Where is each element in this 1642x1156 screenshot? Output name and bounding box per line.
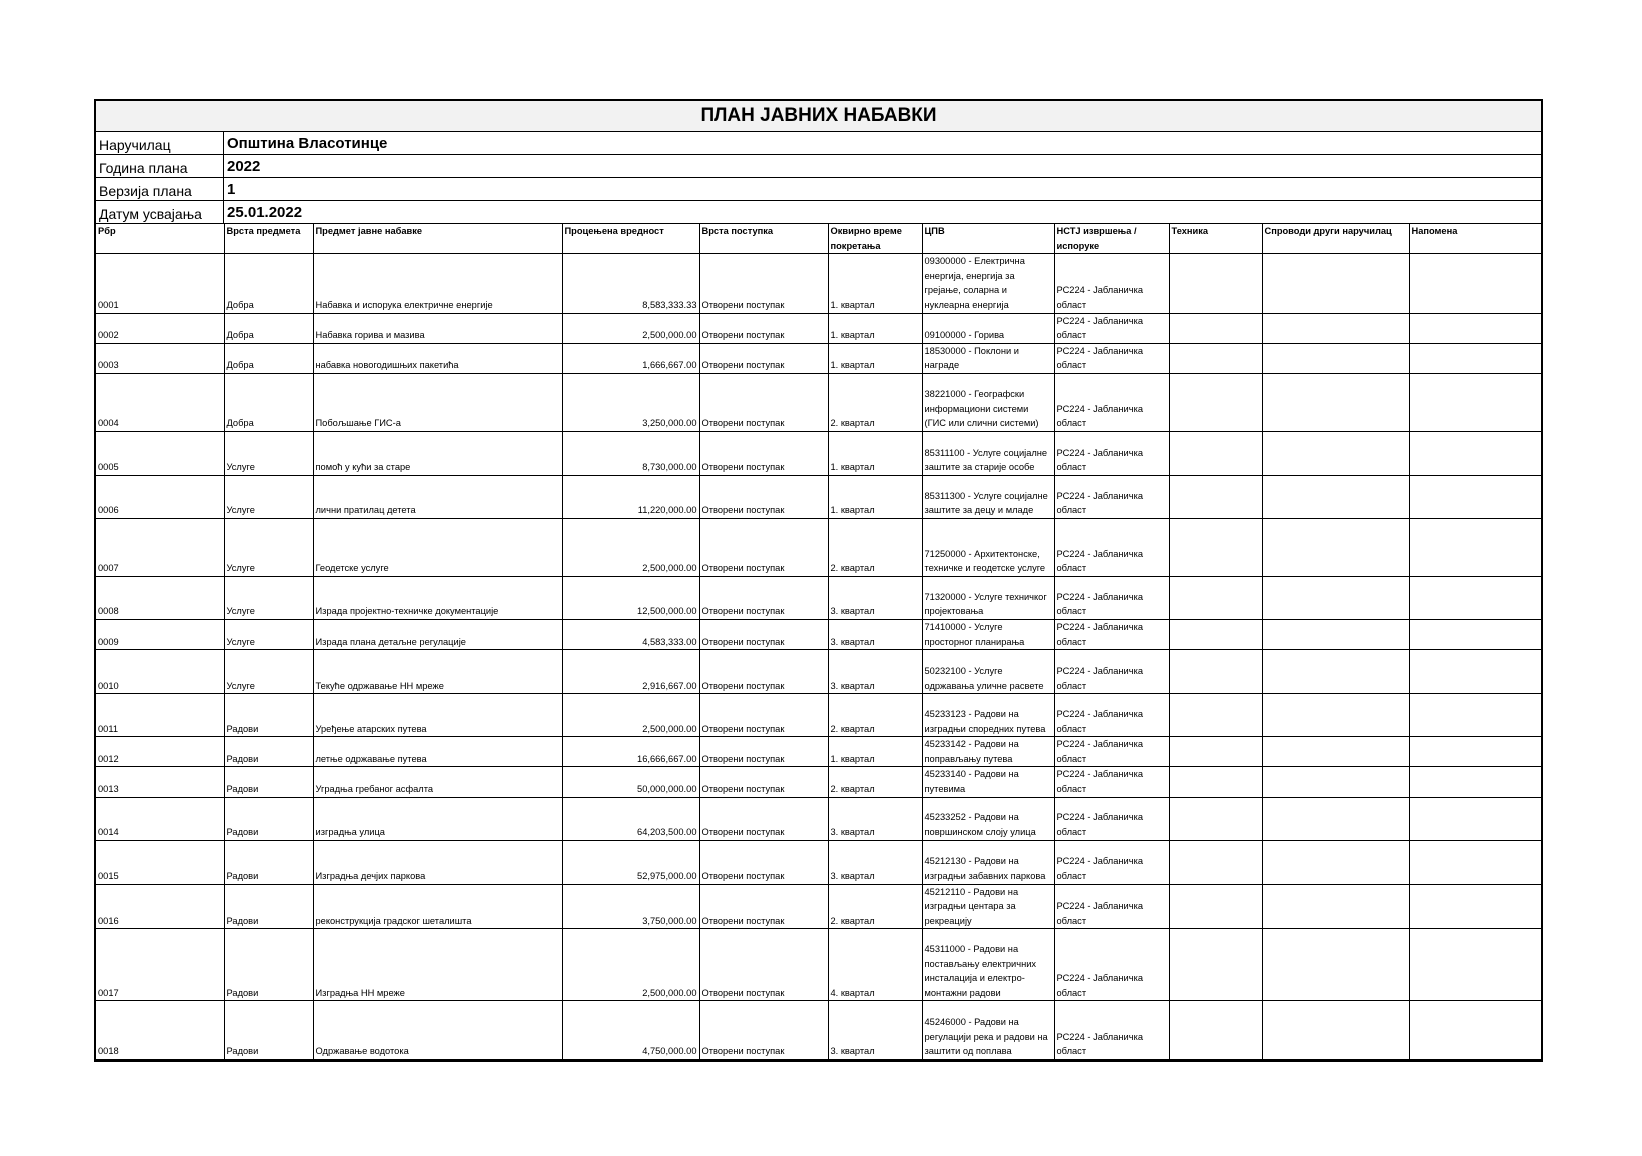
table-row bbox=[96, 576, 1541, 619]
cell-time: 3. квартал bbox=[828, 840, 922, 884]
cell-procedure: Отворени поступак bbox=[699, 797, 828, 840]
cell-nstj: РС224 - Јабланичка област bbox=[1054, 475, 1169, 518]
cell-rbr: 0002 bbox=[96, 313, 224, 343]
cell-procedure: Отворени поступак bbox=[699, 650, 828, 694]
cell-type: Услуге bbox=[224, 518, 313, 576]
cell-technique bbox=[1169, 619, 1262, 649]
procurement-table bbox=[96, 224, 1541, 1059]
cell-procedure: Отворени поступак bbox=[699, 373, 828, 431]
table-row bbox=[96, 1001, 1541, 1059]
cell-value: 2,500,000.00 bbox=[562, 313, 699, 343]
cell-rbr: 0016 bbox=[96, 884, 224, 929]
cell-technique bbox=[1169, 373, 1262, 431]
cell-other-buyer bbox=[1262, 929, 1409, 1001]
meta-row bbox=[96, 132, 1541, 155]
cell-value: 64,203,500.00 bbox=[562, 797, 699, 840]
cell-cpv: 38221000 - Географски информациони системи (ГИС или слични системи) bbox=[922, 373, 1054, 431]
column-header: Спроводи други наручилац bbox=[1262, 224, 1409, 254]
cell-technique bbox=[1169, 650, 1262, 694]
cell-value: 2,500,000.00 bbox=[562, 694, 699, 737]
cell-time: 2. квартал bbox=[828, 884, 922, 929]
cell-time: 3. квартал bbox=[828, 576, 922, 619]
meta-row bbox=[96, 201, 1541, 224]
cell-other-buyer bbox=[1262, 475, 1409, 518]
cell-procedure: Отворени поступак bbox=[699, 313, 828, 343]
table-row bbox=[96, 518, 1541, 576]
cell-cpv: 71250000 - Архитектонске, техничке и геодетске услуге bbox=[922, 518, 1054, 576]
cell-technique bbox=[1169, 576, 1262, 619]
table-header-row bbox=[96, 224, 1541, 254]
cell-time: 3. квартал bbox=[828, 650, 922, 694]
cell-procedure: Отворени поступак bbox=[699, 343, 828, 373]
cell-nstj: РС224 - Јабланичка област bbox=[1054, 929, 1169, 1001]
cell-rbr: 0013 bbox=[96, 767, 224, 797]
cell-other-buyer bbox=[1262, 254, 1409, 313]
cell-subject: Одржавање водотока bbox=[313, 1001, 562, 1059]
cell-note bbox=[1409, 576, 1541, 619]
cell-type: Услуге bbox=[224, 650, 313, 694]
column-header: Процењена вредност bbox=[562, 224, 699, 254]
meta-value: 2022 bbox=[227, 158, 261, 175]
cell-note bbox=[1409, 797, 1541, 840]
cell-note bbox=[1409, 475, 1541, 518]
cell-time: 1. квартал bbox=[828, 737, 922, 767]
cell-rbr: 0012 bbox=[96, 737, 224, 767]
cell-rbr: 0004 bbox=[96, 373, 224, 431]
cell-subject: Уређење атарских путева bbox=[313, 694, 562, 737]
cell-procedure: Отворени поступак bbox=[699, 767, 828, 797]
cell-cpv: 09300000 - Електрична енергија, енергија за грејање, соларна и нуклеарна енергија bbox=[922, 254, 1054, 313]
cell-rbr: 0003 bbox=[96, 343, 224, 373]
column-header: Предмет јавне набавке bbox=[313, 224, 562, 254]
cell-rbr: 0001 bbox=[96, 254, 224, 313]
meta-row bbox=[96, 155, 1541, 178]
cell-cpv: 71410000 - Услуге просторног планирања bbox=[922, 619, 1054, 649]
cell-other-buyer bbox=[1262, 518, 1409, 576]
cell-type: Услуге bbox=[224, 431, 313, 475]
cell-nstj: РС224 - Јабланичка област bbox=[1054, 431, 1169, 475]
cell-procedure: Отворени поступак bbox=[699, 518, 828, 576]
cell-subject: помоћ у кући за старе bbox=[313, 431, 562, 475]
table-row bbox=[96, 694, 1541, 737]
cell-technique bbox=[1169, 694, 1262, 737]
cell-time: 2. квартал bbox=[828, 518, 922, 576]
cell-time: 3. квартал bbox=[828, 797, 922, 840]
cell-technique bbox=[1169, 518, 1262, 576]
cell-technique bbox=[1169, 1001, 1262, 1059]
cell-time: 4. квартал bbox=[828, 929, 922, 1001]
cell-technique bbox=[1169, 929, 1262, 1001]
cell-cpv: 85311100 - Услуге социјалне заштите за старије особе bbox=[922, 431, 1054, 475]
cell-technique bbox=[1169, 737, 1262, 767]
column-header: Врста предмета bbox=[224, 224, 313, 254]
cell-note bbox=[1409, 650, 1541, 694]
cell-procedure: Отворени поступак bbox=[699, 840, 828, 884]
meta-row bbox=[96, 178, 1541, 201]
cell-procedure: Отворени поступак bbox=[699, 929, 828, 1001]
table-row bbox=[96, 373, 1541, 431]
cell-other-buyer bbox=[1262, 431, 1409, 475]
cell-note bbox=[1409, 431, 1541, 475]
meta-value: 1 bbox=[227, 181, 236, 198]
cell-procedure: Отворени поступак bbox=[699, 1001, 828, 1059]
cell-note bbox=[1409, 518, 1541, 576]
cell-nstj: РС224 - Јабланичка област bbox=[1054, 518, 1169, 576]
table-row bbox=[96, 797, 1541, 840]
cell-value: 12,500,000.00 bbox=[562, 576, 699, 619]
table-row bbox=[96, 431, 1541, 475]
cell-time: 1. квартал bbox=[828, 431, 922, 475]
cell-note bbox=[1409, 373, 1541, 431]
cell-subject: Геодетске услуге bbox=[313, 518, 562, 576]
cell-value: 1,666,667.00 bbox=[562, 343, 699, 373]
cell-rbr: 0005 bbox=[96, 431, 224, 475]
cell-time: 2. квартал bbox=[828, 767, 922, 797]
cell-nstj: РС224 - Јабланичка област bbox=[1054, 694, 1169, 737]
cell-rbr: 0007 bbox=[96, 518, 224, 576]
cell-nstj: РС224 - Јабланичка област bbox=[1054, 373, 1169, 431]
cell-nstj: РС224 - Јабланичка област bbox=[1054, 737, 1169, 767]
cell-cpv: 45233123 - Радови на изградњи споредних путева bbox=[922, 694, 1054, 737]
cell-cpv: 71320000 - Услуге техничког пројектовања bbox=[922, 576, 1054, 619]
cell-type: Добра bbox=[224, 343, 313, 373]
cell-rbr: 0011 bbox=[96, 694, 224, 737]
cell-type: Радови bbox=[224, 694, 313, 737]
cell-value: 3,250,000.00 bbox=[562, 373, 699, 431]
cell-cpv: 45233252 - Радови на површинском слоју улица bbox=[922, 797, 1054, 840]
page-title: ПЛАН ЈАВНИХ НАБАВКИ bbox=[96, 101, 1541, 132]
cell-subject: Побољшање ГИС-а bbox=[313, 373, 562, 431]
cell-time: 1. квартал bbox=[828, 475, 922, 518]
cell-value: 4,750,000.00 bbox=[562, 1001, 699, 1059]
cell-value: 2,500,000.00 bbox=[562, 518, 699, 576]
cell-time: 2. квартал bbox=[828, 373, 922, 431]
column-header: Напомена bbox=[1409, 224, 1541, 254]
cell-nstj: РС224 - Јабланичка област bbox=[1054, 254, 1169, 313]
column-header: ЦПВ bbox=[922, 224, 1054, 254]
cell-note bbox=[1409, 343, 1541, 373]
table-row bbox=[96, 929, 1541, 1001]
table-row bbox=[96, 254, 1541, 313]
cell-subject: Изградња дечјих паркова bbox=[313, 840, 562, 884]
column-header: Оквирно време покретања bbox=[828, 224, 922, 254]
meta-label: Верзија плана bbox=[96, 178, 224, 200]
meta-value: 25.01.2022 bbox=[227, 204, 303, 221]
cell-type: Услуге bbox=[224, 475, 313, 518]
cell-procedure: Отворени поступак bbox=[699, 619, 828, 649]
cell-time: 1. квартал bbox=[828, 343, 922, 373]
cell-type: Добра bbox=[224, 313, 313, 343]
cell-note bbox=[1409, 1001, 1541, 1059]
cell-note bbox=[1409, 694, 1541, 737]
cell-type: Радови bbox=[224, 884, 313, 929]
cell-nstj: РС224 - Јабланичка област bbox=[1054, 343, 1169, 373]
table-row bbox=[96, 313, 1541, 343]
cell-note bbox=[1409, 929, 1541, 1001]
cell-cpv: 45311000 - Радови на постављању електричних инсталација и електро-монтажни радови bbox=[922, 929, 1054, 1001]
cell-value: 2,500,000.00 bbox=[562, 929, 699, 1001]
table-row bbox=[96, 840, 1541, 884]
cell-cpv: 45212110 - Радови на изградњи центара за рекреацију bbox=[922, 884, 1054, 929]
cell-rbr: 0017 bbox=[96, 929, 224, 1001]
cell-procedure: Отворени поступак bbox=[699, 694, 828, 737]
cell-other-buyer bbox=[1262, 797, 1409, 840]
cell-cpv: 45233140 - Радови на путевима bbox=[922, 767, 1054, 797]
cell-technique bbox=[1169, 254, 1262, 313]
cell-other-buyer bbox=[1262, 313, 1409, 343]
table-row bbox=[96, 619, 1541, 649]
table-row bbox=[96, 884, 1541, 929]
cell-procedure: Отворени поступак bbox=[699, 475, 828, 518]
table-row bbox=[96, 343, 1541, 373]
cell-type: Радови bbox=[224, 767, 313, 797]
cell-rbr: 0015 bbox=[96, 840, 224, 884]
cell-note bbox=[1409, 840, 1541, 884]
cell-nstj: РС224 - Јабланичка област bbox=[1054, 619, 1169, 649]
cell-subject: Израда плана детаљне регулације bbox=[313, 619, 562, 649]
cell-nstj: РС224 - Јабланичка област bbox=[1054, 797, 1169, 840]
cell-type: Услуге bbox=[224, 576, 313, 619]
cell-procedure: Отворени поступак bbox=[699, 254, 828, 313]
cell-nstj: РС224 - Јабланичка област bbox=[1054, 840, 1169, 884]
cell-note bbox=[1409, 254, 1541, 313]
cell-note bbox=[1409, 313, 1541, 343]
column-header: Врста поступка bbox=[699, 224, 828, 254]
cell-other-buyer bbox=[1262, 619, 1409, 649]
cell-nstj: РС224 - Јабланичка област bbox=[1054, 884, 1169, 929]
cell-other-buyer bbox=[1262, 343, 1409, 373]
cell-technique bbox=[1169, 431, 1262, 475]
cell-value: 11,220,000.00 bbox=[562, 475, 699, 518]
cell-note bbox=[1409, 884, 1541, 929]
cell-rbr: 0006 bbox=[96, 475, 224, 518]
column-header: Техника bbox=[1169, 224, 1262, 254]
table-row bbox=[96, 737, 1541, 767]
cell-note bbox=[1409, 737, 1541, 767]
cell-other-buyer bbox=[1262, 1001, 1409, 1059]
cell-cpv: 85311300 - Услуге социјалне заштите за децу и младе bbox=[922, 475, 1054, 518]
cell-procedure: Отворени поступак bbox=[699, 884, 828, 929]
cell-type: Радови bbox=[224, 737, 313, 767]
cell-type: Радови bbox=[224, 1001, 313, 1059]
cell-cpv: 09100000 - Горива bbox=[922, 313, 1054, 343]
cell-nstj: РС224 - Јабланичка област bbox=[1054, 650, 1169, 694]
cell-note bbox=[1409, 767, 1541, 797]
cell-note bbox=[1409, 619, 1541, 649]
meta-label: Датум усвајања bbox=[96, 201, 224, 223]
cell-nstj: РС224 - Јабланичка област bbox=[1054, 1001, 1169, 1059]
table-row bbox=[96, 767, 1541, 797]
table-row bbox=[96, 650, 1541, 694]
cell-cpv: 50232100 - Услуге одржавања уличне расвете bbox=[922, 650, 1054, 694]
cell-value: 16,666,667.00 bbox=[562, 737, 699, 767]
cell-value: 52,975,000.00 bbox=[562, 840, 699, 884]
cell-subject: летње одржавање путева bbox=[313, 737, 562, 767]
cell-rbr: 0014 bbox=[96, 797, 224, 840]
cell-rbr: 0009 bbox=[96, 619, 224, 649]
cell-procedure: Отворени поступак bbox=[699, 431, 828, 475]
column-header: Рбр bbox=[96, 224, 224, 254]
cell-subject: реконструкција градског шеталишта bbox=[313, 884, 562, 929]
cell-other-buyer bbox=[1262, 373, 1409, 431]
cell-type: Радови bbox=[224, 840, 313, 884]
cell-subject: Уградња гребаног асфалта bbox=[313, 767, 562, 797]
meta-value: Општина Власотинце bbox=[227, 135, 388, 152]
cell-time: 2. квартал bbox=[828, 694, 922, 737]
cell-time: 3. квартал bbox=[828, 1001, 922, 1059]
cell-subject: лични пратилац детета bbox=[313, 475, 562, 518]
cell-type: Радови bbox=[224, 797, 313, 840]
cell-nstj: РС224 - Јабланичка област bbox=[1054, 313, 1169, 343]
cell-procedure: Отворени поступак bbox=[699, 737, 828, 767]
cell-technique bbox=[1169, 767, 1262, 797]
cell-technique bbox=[1169, 343, 1262, 373]
cell-type: Услуге bbox=[224, 619, 313, 649]
cell-technique bbox=[1169, 797, 1262, 840]
cell-technique bbox=[1169, 475, 1262, 518]
cell-other-buyer bbox=[1262, 884, 1409, 929]
cell-nstj: РС224 - Јабланичка област bbox=[1054, 576, 1169, 619]
cell-rbr: 0010 bbox=[96, 650, 224, 694]
column-header: НСТЈ извршења / испоруке bbox=[1054, 224, 1169, 254]
cell-other-buyer bbox=[1262, 694, 1409, 737]
cell-cpv: 45212130 - Радови на изградњи забавних паркова bbox=[922, 840, 1054, 884]
meta-label: Година плана bbox=[96, 155, 224, 177]
cell-other-buyer bbox=[1262, 767, 1409, 797]
cell-nstj: РС224 - Јабланичка област bbox=[1054, 767, 1169, 797]
cell-type: Радови bbox=[224, 929, 313, 1001]
meta-label: Наручилац bbox=[96, 132, 224, 154]
cell-subject: Набавка и испорука електричне енергије bbox=[313, 254, 562, 313]
cell-subject: Израда пројектно-техничке документације bbox=[313, 576, 562, 619]
cell-type: Добра bbox=[224, 254, 313, 313]
cell-value: 8,730,000.00 bbox=[562, 431, 699, 475]
cell-subject: Текуће одржавање НН мреже bbox=[313, 650, 562, 694]
cell-subject: набавка новогодишњих пакетића bbox=[313, 343, 562, 373]
cell-rbr: 0008 bbox=[96, 576, 224, 619]
cell-time: 3. квартал bbox=[828, 619, 922, 649]
cell-subject: Набавка горива и мазива bbox=[313, 313, 562, 343]
procurement-plan-sheet bbox=[94, 99, 1543, 1062]
cell-value: 4,583,333.00 bbox=[562, 619, 699, 649]
cell-technique bbox=[1169, 884, 1262, 929]
cell-subject: Изградња НН мреже bbox=[313, 929, 562, 1001]
cell-subject: изградња улица bbox=[313, 797, 562, 840]
cell-cpv: 18530000 - Поклони и награде bbox=[922, 343, 1054, 373]
table-row bbox=[96, 475, 1541, 518]
cell-value: 8,583,333.33 bbox=[562, 254, 699, 313]
cell-type: Добра bbox=[224, 373, 313, 431]
plan-meta bbox=[96, 132, 1541, 224]
cell-cpv: 45233142 - Радови на поправљању путева bbox=[922, 737, 1054, 767]
cell-other-buyer bbox=[1262, 576, 1409, 619]
cell-cpv: 45246000 - Радови на регулацији река и радови на заштити од поплава bbox=[922, 1001, 1054, 1059]
cell-value: 50,000,000.00 bbox=[562, 767, 699, 797]
table-body bbox=[96, 254, 1541, 1059]
cell-technique bbox=[1169, 840, 1262, 884]
cell-technique bbox=[1169, 313, 1262, 343]
cell-value: 2,916,667.00 bbox=[562, 650, 699, 694]
cell-other-buyer bbox=[1262, 840, 1409, 884]
cell-procedure: Отворени поступак bbox=[699, 576, 828, 619]
cell-other-buyer bbox=[1262, 650, 1409, 694]
cell-rbr: 0018 bbox=[96, 1001, 224, 1059]
cell-time: 1. квартал bbox=[828, 254, 922, 313]
cell-other-buyer bbox=[1262, 737, 1409, 767]
cell-time: 1. квартал bbox=[828, 313, 922, 343]
cell-value: 3,750,000.00 bbox=[562, 884, 699, 929]
